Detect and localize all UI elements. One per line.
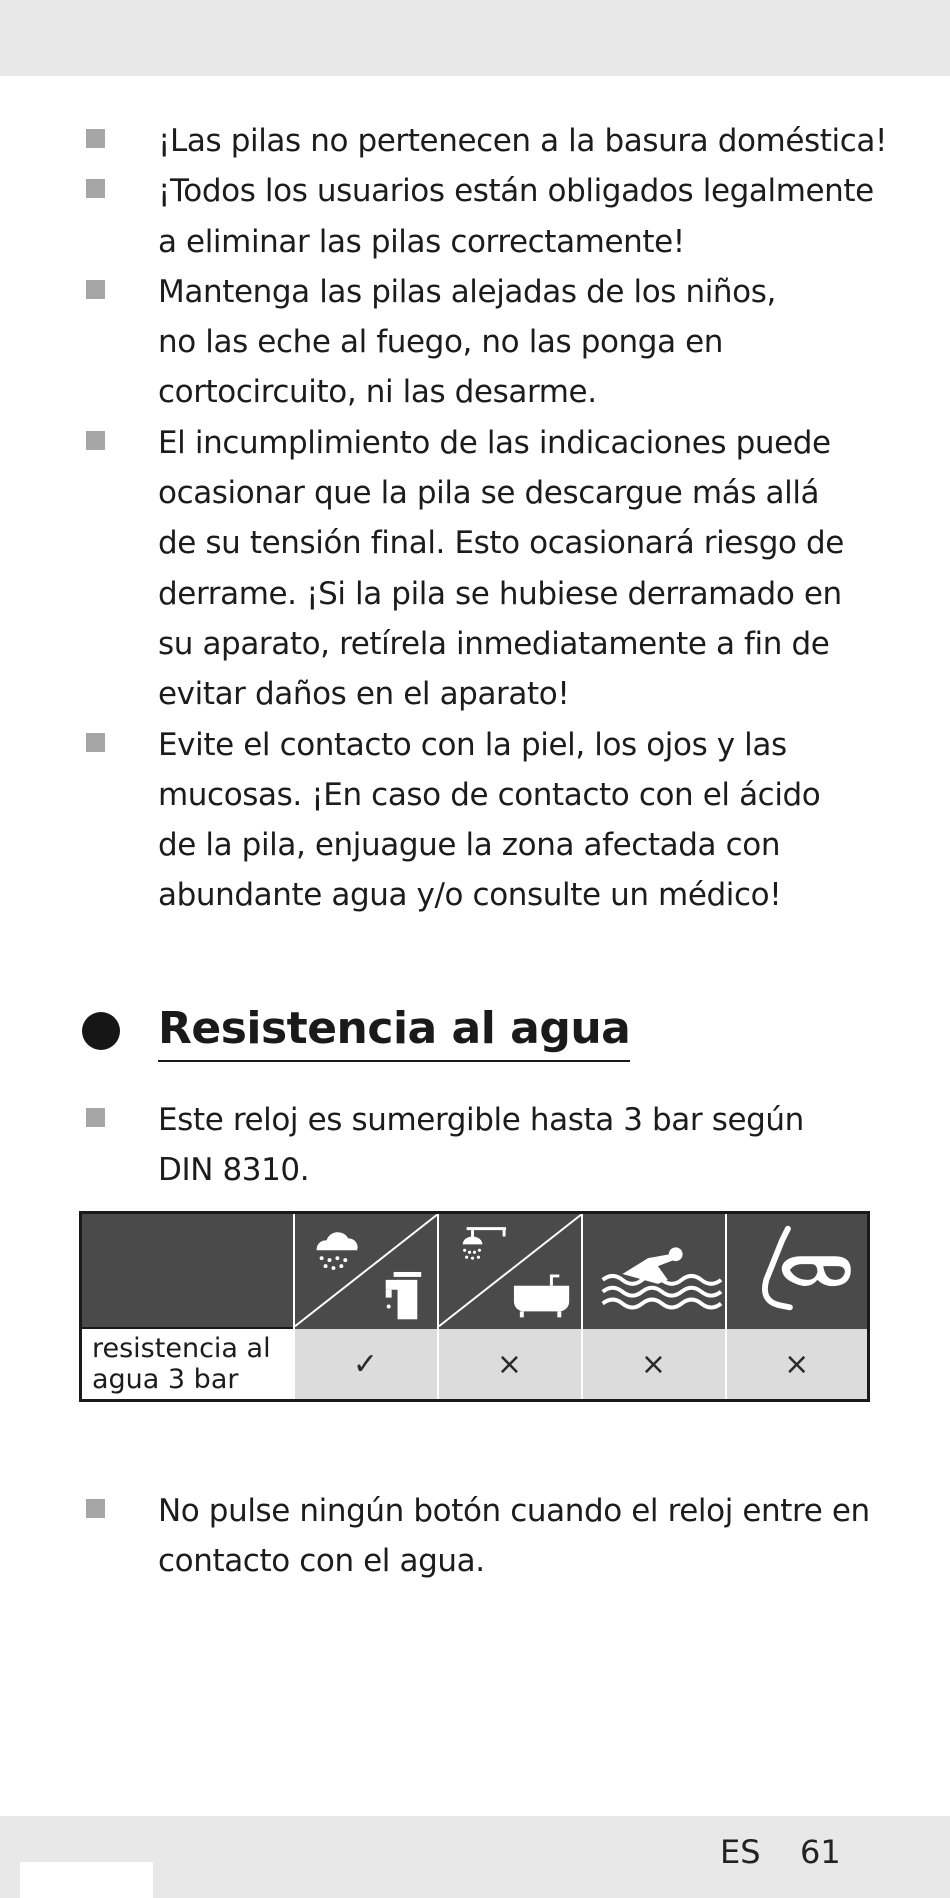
table-header-row	[81, 1213, 869, 1329]
value-cell-dive: ×	[726, 1328, 869, 1401]
row-label-cell: resistencia al agua 3 bar	[81, 1328, 294, 1401]
list-item: Este reloj es sumergible hasta 3 bar según DIN 8310.	[0, 1095, 950, 1196]
rain-and-tap-icon	[295, 1214, 437, 1327]
bullet-square-icon	[86, 1499, 105, 1518]
water-resistance-table	[79, 1211, 870, 1402]
value-cell-swim: ×	[582, 1328, 726, 1401]
bullet-square-icon	[86, 733, 105, 752]
water-info-list	[0, 1095, 950, 1196]
list-item: Evite el contacto con la piel, los ojos y las mucosas. ¡En caso de contacto con el ácido de la pila, enjuague la zona afectada con abundante agua y/o consulte un médico!	[0, 720, 950, 921]
bullet-square-icon	[86, 179, 105, 198]
page-number: 61	[800, 1833, 841, 1871]
top-band	[0, 0, 950, 76]
list-item: Mantenga las pilas alejadas de los niños, no las eche al fuego, no las ponga en cortocircuito, ni las desarme.	[0, 267, 950, 418]
list-item: ¡Todos los usuarios están obligados legalmente a eliminar las pilas correctamente!	[0, 166, 950, 267]
list-item: No pulse ningún botón cuando el reloj entre en contacto con el agua.	[0, 1486, 950, 1587]
bullet-square-icon	[86, 431, 105, 450]
button-warning-list	[0, 1486, 950, 1587]
section-heading: Resistencia al agua	[158, 998, 630, 1062]
list-item: El incumplimiento de las indicaciones puede ocasionar que la pila se descargue más allá de su tensión final. Esto ocasionará riesgo de derrame. ¡Si la pila se hubiese derramado en su aparato, retírela inmediatamente a fin de evitar daños en el aparato!	[0, 418, 950, 720]
battery-warnings-list	[0, 116, 950, 921]
list-item: ¡Las pilas no pertenecen a la basura doméstica!	[0, 116, 950, 166]
table-corner-cell	[81, 1213, 294, 1329]
table-header-cell	[438, 1213, 582, 1329]
table-header-cell	[582, 1213, 726, 1329]
bullet-square-icon	[86, 280, 105, 299]
heading-dot-icon	[82, 1012, 120, 1050]
footer-language: ES	[720, 1833, 761, 1871]
shower-and-bathtub-icon	[439, 1214, 581, 1327]
snorkel-mask-icon	[727, 1214, 868, 1327]
value-cell-shower: ×	[438, 1328, 582, 1401]
swimmer-icon	[583, 1214, 725, 1327]
bottom-tab-marker	[20, 1862, 153, 1898]
bullet-square-icon	[86, 1108, 105, 1127]
value-cell-rain: ✓	[294, 1328, 438, 1401]
table-header-cell	[294, 1213, 438, 1329]
table-row	[81, 1328, 869, 1401]
table-header-cell	[726, 1213, 869, 1329]
bullet-square-icon	[86, 129, 105, 148]
